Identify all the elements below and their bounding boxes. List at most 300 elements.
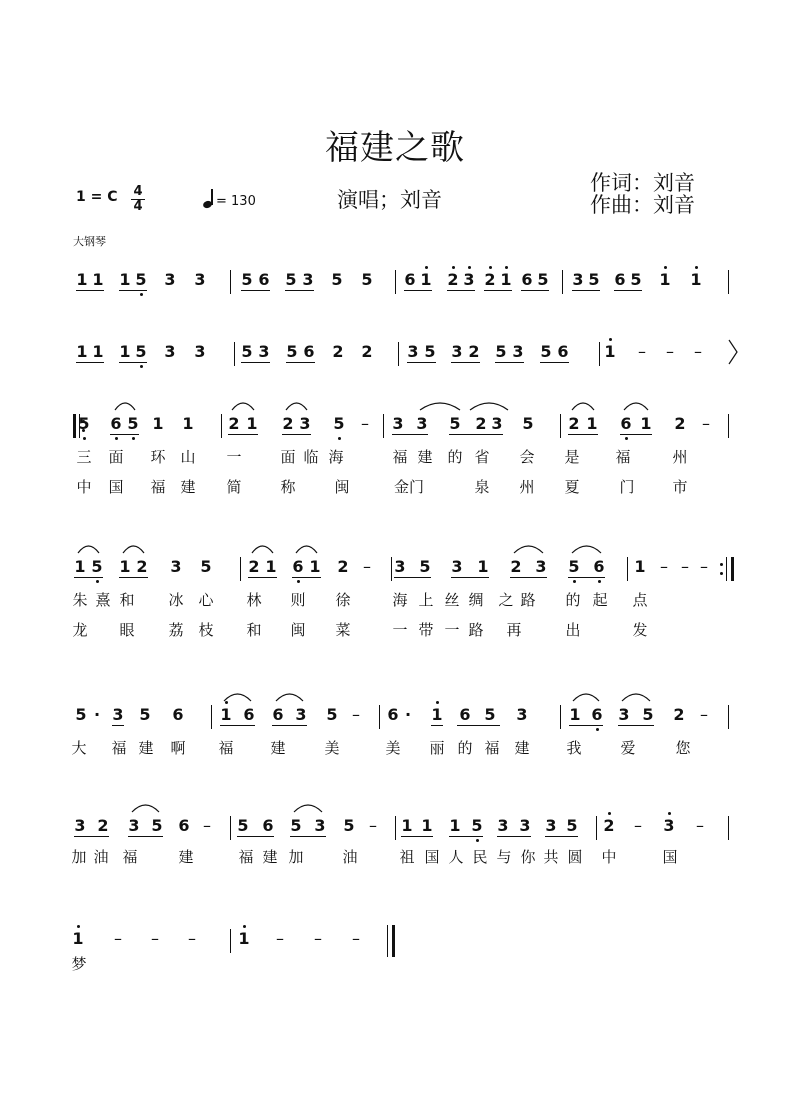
barline xyxy=(562,270,563,294)
lyric-syllable: 国 xyxy=(662,848,678,866)
underline xyxy=(614,290,642,291)
note: 1 xyxy=(246,414,258,433)
lyric-syllable: 民 xyxy=(472,848,488,866)
repeat-dot xyxy=(720,572,723,575)
underline xyxy=(510,577,547,578)
note: 5 xyxy=(343,816,355,835)
note: 1 xyxy=(72,929,84,948)
note: 3 xyxy=(451,342,463,361)
underline xyxy=(568,434,598,435)
lyric-syllable: 眼 xyxy=(119,621,135,639)
note: 5 xyxy=(642,705,654,724)
lyric-syllable: 之 xyxy=(498,591,514,609)
note: 3 xyxy=(128,816,140,835)
underline xyxy=(290,836,326,837)
slur xyxy=(286,403,307,410)
lyric-syllable: 龙 xyxy=(72,621,88,639)
note: 6 xyxy=(303,342,315,361)
octave-dot-up xyxy=(609,338,612,341)
lyric-syllable: 建 xyxy=(514,739,530,757)
note: 3 xyxy=(194,270,206,289)
octave-dot-down xyxy=(598,580,601,583)
note: 1 xyxy=(265,557,277,576)
note: 1 xyxy=(92,270,104,289)
lyricist-credit: 作词：刘音 xyxy=(590,171,695,195)
underline xyxy=(451,577,489,578)
barline-thick xyxy=(731,557,734,581)
barline xyxy=(379,705,380,729)
slur xyxy=(294,805,322,812)
lyric-syllable: 是 xyxy=(564,448,580,466)
note: 3 xyxy=(74,816,86,835)
slur xyxy=(232,403,254,410)
underline xyxy=(495,362,524,363)
underline xyxy=(119,577,148,578)
underline xyxy=(394,577,431,578)
note: 1 xyxy=(401,816,413,835)
underline xyxy=(282,434,311,435)
octave-dot-down xyxy=(596,728,599,731)
octave-dot-down xyxy=(476,839,479,842)
lyric-syllable: 夏 xyxy=(564,478,580,496)
note: 2 xyxy=(136,557,148,576)
lyric-syllable: 国 xyxy=(424,848,440,866)
lyric-syllable: 一 xyxy=(392,621,408,639)
lyric-syllable: 的 xyxy=(447,448,463,466)
note: 3 xyxy=(497,816,509,835)
lyric-syllable: 的 xyxy=(457,739,473,757)
lyric-syllable: 福 xyxy=(392,448,408,466)
underline xyxy=(220,725,255,726)
note: 3 xyxy=(392,414,404,433)
underline xyxy=(540,362,569,363)
note: 5 xyxy=(78,414,90,433)
lyric-syllable: 海 xyxy=(328,448,344,466)
note: 3 xyxy=(491,414,503,433)
octave-dot-up xyxy=(608,812,611,815)
lyric-syllable: 心 xyxy=(198,591,214,609)
note: 1 xyxy=(421,816,433,835)
repeat-dot xyxy=(720,563,723,566)
slur xyxy=(572,403,594,410)
lyric-syllable: 建 xyxy=(138,739,154,757)
note: 5 xyxy=(241,270,253,289)
note: 6 xyxy=(521,270,533,289)
note: 6 xyxy=(593,557,605,576)
lyric-syllable: 中 xyxy=(76,478,92,496)
lyric-syllable: 发 xyxy=(632,621,648,639)
lyric-syllable: 起 xyxy=(592,591,608,609)
lyric-syllable: 会 xyxy=(519,448,535,466)
note: 5 xyxy=(237,816,249,835)
dash-note: – xyxy=(702,414,710,433)
underline xyxy=(248,577,277,578)
octave-dot-up xyxy=(664,266,667,269)
dash-note: – xyxy=(314,929,322,948)
note: 1 xyxy=(500,270,512,289)
note: 2 xyxy=(447,270,459,289)
note: 1 xyxy=(659,270,671,289)
note: 6 xyxy=(614,270,626,289)
lyric-syllable: 熹 xyxy=(95,591,111,609)
composer-credit: 作曲：刘音 xyxy=(590,193,695,217)
underline xyxy=(407,362,436,363)
note: 1 xyxy=(119,270,131,289)
underline xyxy=(292,577,321,578)
barline-thick xyxy=(392,925,395,957)
barline xyxy=(395,270,396,294)
note: 1 xyxy=(420,270,432,289)
slur xyxy=(296,546,317,553)
lyric-syllable: 点 xyxy=(632,591,648,609)
note: 3 xyxy=(572,270,584,289)
barline xyxy=(728,414,729,438)
octave-dot-up xyxy=(468,266,471,269)
octave-dot-up xyxy=(425,266,428,269)
underline xyxy=(545,836,578,837)
note: 1 xyxy=(477,557,489,576)
dash-note: – xyxy=(188,929,196,948)
octave-dot-up xyxy=(695,266,698,269)
slur xyxy=(622,694,650,701)
barline xyxy=(211,705,212,729)
note: 6 xyxy=(172,705,184,724)
note: 3 xyxy=(663,816,675,835)
note: 6 xyxy=(243,705,255,724)
note: 2 xyxy=(97,816,109,835)
dash-note: – xyxy=(369,816,377,835)
slur xyxy=(420,403,460,410)
lyric-syllable: 建 xyxy=(262,848,278,866)
lyric-syllable: 建 xyxy=(417,448,433,466)
dot-note: · xyxy=(93,705,101,724)
note: 1 xyxy=(586,414,598,433)
underline xyxy=(74,836,109,837)
lyric-syllable: 简 xyxy=(226,478,242,496)
dash-note: – xyxy=(151,929,159,948)
note: 6 xyxy=(262,816,274,835)
lyric-syllable: 则 xyxy=(290,591,306,609)
barline xyxy=(560,414,561,438)
underline xyxy=(76,290,104,291)
note: 1 xyxy=(640,414,652,433)
note: 3 xyxy=(314,816,326,835)
dash-note: – xyxy=(660,557,668,576)
note: 2 xyxy=(484,270,496,289)
lyric-syllable: 人 xyxy=(448,848,464,866)
note: 1 xyxy=(182,414,194,433)
barline xyxy=(599,342,600,366)
note: 5 xyxy=(75,705,87,724)
lyric-syllable: 丝 xyxy=(444,591,460,609)
note: 5 xyxy=(537,270,549,289)
note: 5 xyxy=(290,816,302,835)
underline xyxy=(286,362,315,363)
tempo-value: = 130 xyxy=(216,194,256,209)
barline xyxy=(240,557,241,581)
lyric-syllable: 朱 xyxy=(72,591,88,609)
barline xyxy=(230,270,231,294)
octave-dot-up xyxy=(489,266,492,269)
barline xyxy=(234,342,235,366)
octave-dot-down xyxy=(625,437,628,440)
note: 5 xyxy=(361,270,373,289)
lyric-syllable: 与 xyxy=(496,848,512,866)
dash-note: – xyxy=(352,705,360,724)
note: 6 xyxy=(272,705,284,724)
note: 3 xyxy=(164,342,176,361)
lyric-syllable: 出 xyxy=(565,621,581,639)
underline xyxy=(449,434,503,435)
underline xyxy=(110,434,139,435)
lyric-syllable: 一 xyxy=(444,621,460,639)
note: 1 xyxy=(449,816,461,835)
lyric-syllable: 祖 xyxy=(399,848,415,866)
note: 1 xyxy=(119,342,131,361)
underline xyxy=(285,290,314,291)
lyric-syllable: 我 xyxy=(566,739,582,757)
lyric-syllable: 福 xyxy=(615,448,631,466)
underline xyxy=(119,362,147,363)
note: 3 xyxy=(394,557,406,576)
note: 2 xyxy=(282,414,294,433)
note: 6 xyxy=(110,414,122,433)
underline xyxy=(119,290,147,291)
lyric-syllable: 美 xyxy=(324,739,340,757)
note: 6 xyxy=(178,816,190,835)
underline xyxy=(401,836,433,837)
underline xyxy=(76,362,104,363)
barline xyxy=(221,414,222,438)
barline xyxy=(728,270,729,294)
lyric-syllable: 山 xyxy=(180,448,196,466)
lyric-syllable: 枝 xyxy=(198,621,214,639)
dash-note: – xyxy=(694,342,702,361)
underline xyxy=(392,434,428,435)
note: 5 xyxy=(630,270,642,289)
underline xyxy=(449,836,483,837)
octave-dot-down xyxy=(338,437,341,440)
slur xyxy=(624,403,648,410)
note: 1 xyxy=(690,270,702,289)
note: 3 xyxy=(451,557,463,576)
barline xyxy=(627,557,628,581)
lyric-syllable: 一 xyxy=(226,448,242,466)
note: 3 xyxy=(258,342,270,361)
note: 2 xyxy=(510,557,522,576)
slur xyxy=(276,694,303,701)
lyric-syllable: 福 xyxy=(150,478,166,496)
dash-note: – xyxy=(634,816,642,835)
note: 1 xyxy=(569,705,581,724)
note: 6 xyxy=(292,557,304,576)
note: 5 xyxy=(588,270,600,289)
note: 5 xyxy=(566,816,578,835)
note: 6 xyxy=(459,705,471,724)
note: 5 xyxy=(331,270,343,289)
lyric-syllable: 再 xyxy=(506,621,522,639)
lyric-syllable: 绸 xyxy=(468,591,484,609)
lyric-syllable: 油 xyxy=(93,848,109,866)
lyric-syllable: 福 xyxy=(484,739,500,757)
note: 5 xyxy=(151,816,163,835)
barline xyxy=(230,816,231,840)
slur xyxy=(572,546,601,553)
underline xyxy=(272,725,307,726)
lyric-syllable: 三 xyxy=(76,448,92,466)
barline xyxy=(395,816,396,840)
note: 1 xyxy=(152,414,164,433)
barline xyxy=(726,557,727,581)
underline xyxy=(484,290,512,291)
quarter-note-icon xyxy=(202,190,216,208)
lyric-syllable: 带 xyxy=(418,621,434,639)
note: 1 xyxy=(604,342,616,361)
note: 5 xyxy=(139,705,151,724)
lyric-syllable: 美 xyxy=(385,739,401,757)
note: 5 xyxy=(540,342,552,361)
lyric-syllable: 您 xyxy=(675,739,691,757)
song-title: 福建之歌 xyxy=(325,128,465,168)
note: 5 xyxy=(495,342,507,361)
lyric-syllable: 市 xyxy=(672,478,688,496)
underline xyxy=(451,362,480,363)
note: 5 xyxy=(127,414,139,433)
note: 3 xyxy=(164,270,176,289)
octave-dot-up xyxy=(452,266,455,269)
dot-note: · xyxy=(404,705,412,724)
note: 5 xyxy=(471,816,483,835)
lyric-syllable: 和 xyxy=(246,621,262,639)
note: 5 xyxy=(241,342,253,361)
key-signature: 1 = C xyxy=(76,189,118,205)
end-bracket xyxy=(729,340,737,364)
dash-note: – xyxy=(203,816,211,835)
note: 5 xyxy=(286,342,298,361)
note: 3 xyxy=(295,705,307,724)
lyric-syllable: 建 xyxy=(180,478,196,496)
octave-dot-up xyxy=(243,925,246,928)
note: 5 xyxy=(333,414,345,433)
underline xyxy=(568,577,605,578)
underline xyxy=(74,577,103,578)
note: 2 xyxy=(361,342,373,361)
lyric-syllable: 省 xyxy=(474,448,490,466)
octave-dot-down xyxy=(96,580,99,583)
lyric-syllable: 海 xyxy=(392,591,408,609)
lyric-syllable: 冰 xyxy=(168,591,184,609)
note: 5 xyxy=(135,270,147,289)
lyric-syllable: 州 xyxy=(672,448,688,466)
dash-note: – xyxy=(666,342,674,361)
note: 6 xyxy=(258,270,270,289)
underline xyxy=(447,290,475,291)
note: 2 xyxy=(337,557,349,576)
lyric-syllable: 油 xyxy=(342,848,358,866)
dash-note: – xyxy=(638,342,646,361)
note: 5 xyxy=(200,557,212,576)
lyric-syllable: 的 xyxy=(565,591,581,609)
note: 2 xyxy=(674,414,686,433)
underline xyxy=(404,290,432,291)
slur xyxy=(123,546,144,553)
note: 2 xyxy=(673,705,685,724)
octave-dot-up xyxy=(668,812,671,815)
note: 2 xyxy=(228,414,240,433)
dash-note: – xyxy=(361,414,369,433)
note: 3 xyxy=(194,342,206,361)
underline xyxy=(457,725,500,726)
lyric-syllable: 福 xyxy=(238,848,254,866)
note: 3 xyxy=(112,705,124,724)
note: 3 xyxy=(519,816,531,835)
lyric-syllable: 泉 xyxy=(474,478,490,496)
note: 5 xyxy=(449,414,461,433)
note: 6 xyxy=(404,270,416,289)
note: 5 xyxy=(424,342,436,361)
barline xyxy=(398,342,399,366)
lyric-syllable: 荔 xyxy=(168,621,184,639)
dash-note: – xyxy=(352,929,360,948)
octave-dot-down xyxy=(140,365,143,368)
note: 5 xyxy=(285,270,297,289)
octave-dot-down xyxy=(297,580,300,583)
lyric-syllable: 爱 xyxy=(620,739,636,757)
lyric-syllable: 中 xyxy=(601,848,617,866)
slur xyxy=(132,805,159,812)
barline xyxy=(230,929,231,953)
lyric-syllable: 圆 xyxy=(567,848,583,866)
underline xyxy=(112,725,124,726)
note: 5 xyxy=(419,557,431,576)
octave-dot-down xyxy=(573,580,576,583)
barline xyxy=(728,816,729,840)
lyric-syllable: 啊 xyxy=(170,739,186,757)
note: 6 xyxy=(557,342,569,361)
lyric-syllable: 路 xyxy=(520,591,536,609)
lyric-syllable: 闽 xyxy=(290,621,306,639)
underline xyxy=(241,362,270,363)
dash-note: – xyxy=(681,557,689,576)
dash-note: – xyxy=(700,705,708,724)
note: 2 xyxy=(603,816,615,835)
underline xyxy=(228,434,258,435)
note: 1 xyxy=(634,557,646,576)
slur xyxy=(224,694,251,701)
instrument-label: 大钢琴 xyxy=(73,235,106,248)
octave-dot-up xyxy=(77,925,80,928)
underline xyxy=(241,290,270,291)
octave-dot-down xyxy=(132,437,135,440)
note: 5 xyxy=(484,705,496,724)
note: 2 xyxy=(248,557,260,576)
note: 1 xyxy=(309,557,321,576)
dash-note: – xyxy=(114,929,122,948)
lyric-syllable: 大 xyxy=(71,739,87,757)
note: 3 xyxy=(618,705,630,724)
lyric-syllable: 称 xyxy=(280,478,296,496)
lyric-syllable: 梦 xyxy=(71,955,87,973)
lyric-syllable: 丽 xyxy=(429,739,445,757)
note: 3 xyxy=(416,414,428,433)
dash-note: – xyxy=(276,929,284,948)
slur xyxy=(470,403,508,410)
octave-dot-up xyxy=(225,701,228,704)
lyric-syllable: 国 xyxy=(108,478,124,496)
slur xyxy=(115,403,135,410)
note: 6 xyxy=(387,705,399,724)
lyric-syllable: 林 xyxy=(246,591,262,609)
